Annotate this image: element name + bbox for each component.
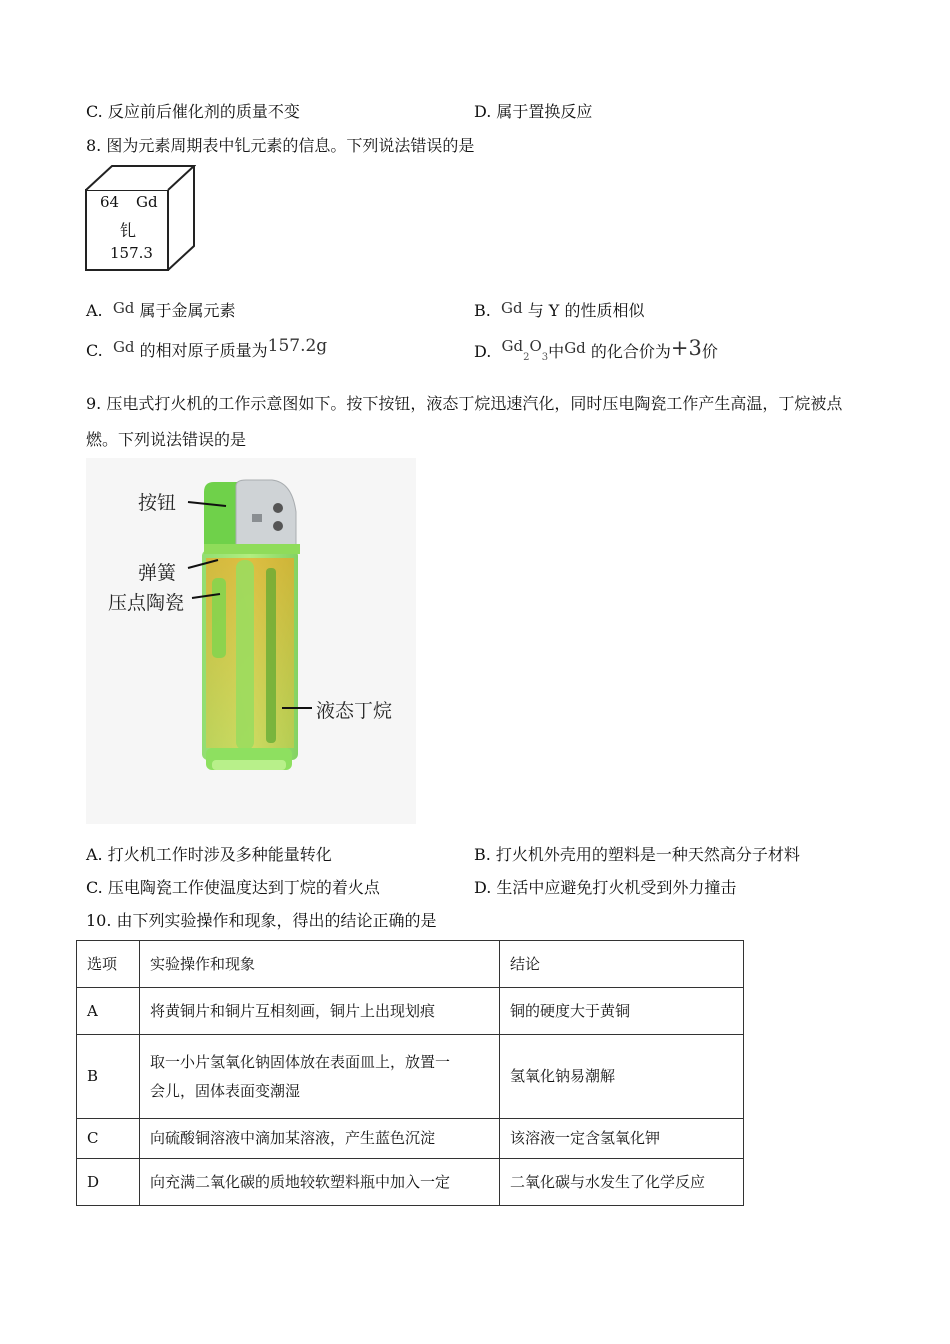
q7-option-c: C. 反应前后催化剂的质量不变 bbox=[86, 102, 300, 121]
lighter-diagram bbox=[86, 458, 416, 824]
label-piezo-ceramic: 压点陶瓷 bbox=[108, 592, 185, 614]
label-liquid-butane: 液态丁烷 bbox=[316, 700, 393, 722]
q9-option-c: C. 压电陶瓷工作使温度达到丁烷的着火点 bbox=[86, 878, 380, 897]
q9-stem-line2: 燃。下列说法错误的是 bbox=[86, 430, 247, 449]
q8-option-b: B. Gd 与 Y 的性质相似 bbox=[474, 299, 645, 320]
header-operation: 实验操作和现象 bbox=[140, 941, 500, 988]
table-row: C 向硫酸铜溶液中滴加某溶液，产生蓝色沉淀 该溶液一定含氢氧化钾 bbox=[77, 1119, 744, 1159]
q8-option-d: D. $Gd_2O_3$中Gd 的化合价为+3价 bbox=[474, 336, 718, 363]
q8-option-c: C. Gd 的相对原子质量为157.2g bbox=[86, 336, 328, 360]
header-conclusion: 结论 bbox=[500, 941, 744, 988]
experiment-table bbox=[76, 940, 744, 1206]
q10-stem: 10. 由下列实验操作和现象，得出的结论正确的是 bbox=[86, 911, 437, 930]
label-leader-lines bbox=[86, 458, 416, 824]
element-symbol: Gd bbox=[136, 193, 158, 211]
table-row: B 取一小片氢氧化钠固体放在表面皿上，放置一 会儿，固体表面变潮湿 氢氧化钠易潮解 bbox=[77, 1035, 744, 1119]
q9-option-a: A. 打火机工作时涉及多种能量转化 bbox=[86, 845, 332, 864]
element-card-gadolinium bbox=[84, 164, 196, 272]
q9-stem-line1: 9. 压电式打火机的工作示意图如下。按下按钮，液态丁烷迅速汽化，同时压电陶瓷工作产生高温，丁烷被点 bbox=[86, 394, 843, 413]
table-row: A 将黄铜片和铜片互相刻画，铜片上出现划痕 铜的硬度大于黄铜 bbox=[77, 988, 744, 1035]
header-option: 选项 bbox=[77, 941, 140, 988]
table-header-row bbox=[77, 941, 744, 988]
atomic-mass: 157.3 bbox=[110, 244, 153, 262]
element-name: 钆 bbox=[120, 221, 137, 240]
q9-option-d: D. 生活中应避免打火机受到外力撞击 bbox=[474, 878, 737, 897]
label-spring: 弹簧 bbox=[138, 562, 177, 584]
q8-stem: 8. 图为元素周期表中钆元素的信息。下列说法错误的是 bbox=[86, 136, 475, 155]
q7-option-d: D. 属于置换反应 bbox=[474, 102, 593, 121]
q8-option-a: A. Gd 属于金属元素 bbox=[86, 299, 236, 320]
table-row: D 向充满二氧化碳的质地较软塑料瓶中加入一定 二氧化碳与水发生了化学反应 bbox=[77, 1159, 744, 1206]
label-button: 按钮 bbox=[138, 492, 177, 514]
q9-option-b: B. 打火机外壳用的塑料是一种天然高分子材料 bbox=[474, 845, 800, 864]
atomic-number: 64 bbox=[100, 193, 120, 211]
